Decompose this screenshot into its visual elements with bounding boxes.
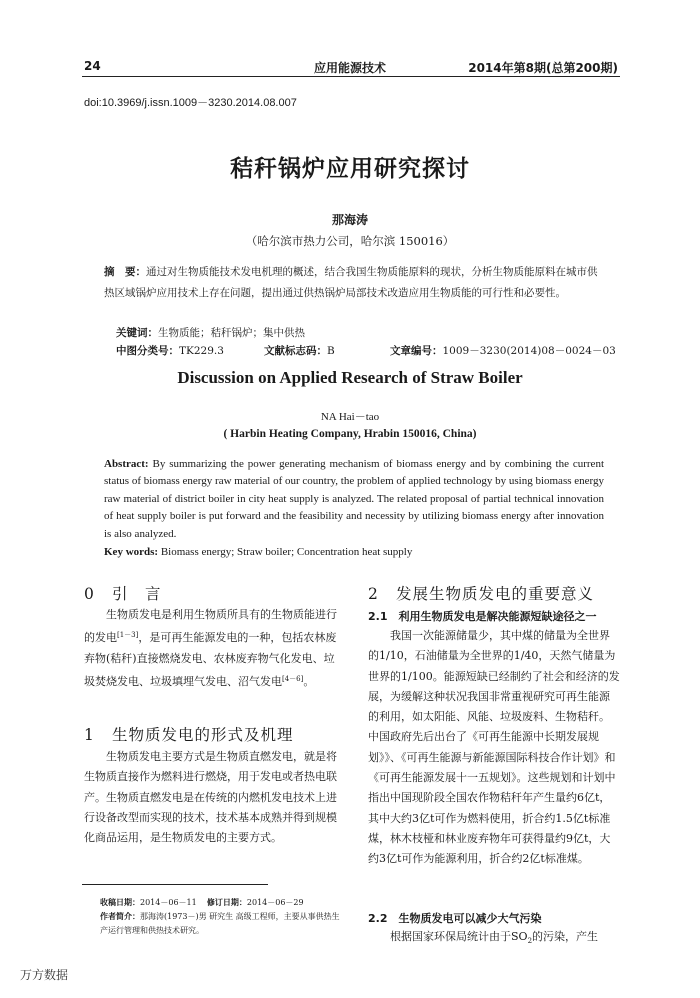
subsection-2-2-paragraph: [368, 927, 620, 951]
keywords-en: [104, 546, 412, 558]
clc-value: TK229.3: [179, 345, 224, 357]
section-0-paragraph: [84, 605, 345, 692]
subsection-2-2-body: [368, 927, 620, 951]
subsection-2-1-heading: 2.1 利用生物质发电是解决能源短缺途径之一: [368, 610, 597, 623]
running-header-issue: 2014年第8期(总第200期): [468, 61, 618, 75]
abstract-en-label: Abstract:: [104, 458, 149, 470]
section-1-body: [84, 747, 345, 848]
abstract-cn: [104, 262, 600, 304]
para-text: ，是可再生能源发电的一种，包括农林废弃物(秸秆)直接燃烧发电、农林废弃物气化发电、垃圾焚烧发电、垃圾填埋气发电、沼气发电: [84, 631, 337, 688]
author-en: NA Hai－tao: [320, 411, 380, 423]
doc-code-label: 文献标志码：: [264, 345, 327, 357]
section-0-body: [84, 605, 345, 692]
section-2-number: 2: [368, 585, 379, 603]
page-number: 24: [84, 59, 101, 73]
revised-label: 修订日期：: [206, 898, 247, 907]
citation-ref[interactable]: [4－6]: [282, 674, 304, 683]
section-0-title: 引 言: [112, 585, 162, 603]
header-rule: [82, 76, 620, 77]
abstract-en: [104, 456, 604, 543]
title-en: Discussion on Applied Research of Straw Boiler: [177, 368, 523, 387]
para-text: 根据国家环保局统计由于SO: [390, 930, 528, 943]
section-1-title: 生物质发电的形式及机理: [112, 726, 294, 744]
footnote: [100, 896, 346, 938]
author-cn: 那海涛: [331, 213, 368, 227]
section-0-number: 0: [84, 585, 95, 603]
footnote-rule: [82, 884, 268, 885]
watermark: 万方数据: [20, 968, 69, 982]
abstract-cn-label: 摘 要：: [104, 266, 146, 278]
section-2-heading: [368, 582, 594, 604]
author-bio-label: 作者简介：: [100, 912, 140, 921]
article-number-value: 1009－3230(2014)08－0024－03: [442, 345, 616, 357]
section-1-paragraph: 生物质发电主要方式是生物质直燃发电，就是将生物质直接作为燃料进行燃烧，用于发电或者热电联产。生物质直燃发电是在传统的内燃机发电技术上进行设备改型而实现的技术，技术基本成熟并得到规模化商品运用，是生物质发电的主要方式。: [84, 750, 337, 845]
keywords-en-label: Key words:: [104, 546, 159, 558]
section-2-title: 发展生物质发电的重要意义: [396, 585, 595, 603]
abstract-en-text: By summarizing the power generating mechanism of biomass energy and by combining the current status of biomass energy raw material of our country, the problem of applied technology by using biomass energy raw material of district boiler in city heat supply is analyzed. The related proposal of partial technical innovation of heat supply boiler is put forward and the feasibility and necessity by utilizing biomass energy after innovation is also analyzed.: [104, 458, 604, 540]
subsection-2-2-heading: 2.2 生物质发电可以减少大气污染: [368, 912, 542, 925]
keywords-cn-text: 生物质能；秸秆锅炉；集中供热: [158, 327, 305, 339]
keywords-cn-label: 关键词：: [116, 327, 158, 339]
classification-row: [116, 343, 616, 358]
running-header-journal: 应用能源技术: [313, 61, 386, 75]
affiliation-en: ( Harbin Heating Company, Hrabin 150016, China): [223, 428, 477, 440]
revised-date: 2014－06－29: [246, 898, 304, 907]
subsection-2-1-paragraph: 我国一次能源储量少，其中煤的储量为全世界的1/10，石油储量为全世界的1/40，天然气储量为世界的1/100。能源短缺已经制约了社会和经济的发展，为缓解这种状况我国非常重视研究可再生能源的利用，如太阳能、风能、垃圾废料、生物秸秆。中国政府先后出台了《可再生能源中长期发展规划》》、《可再生能源与新能源国际科技合作计划》和《可再生能源发展十一五规划》。这些规划和计划中指出中国现阶段全国农作物秸秆年产生量约6亿t，其中大约3亿t可作为燃料使用，折合约1.5亿t标准煤，林木枝桠和林业废弃物年可获得量约9亿t，大约3亿t可作为能源利用，折合约2亿t标准煤。: [368, 629, 620, 866]
para-text: 生物质发电是利用生物质所具有的生物质能进行的发电: [84, 608, 337, 645]
keywords-cn: [116, 325, 305, 340]
subsection-2-1-body: [368, 626, 620, 870]
section-0-heading: [84, 582, 162, 604]
abstract-cn-text: 通过对生物质能技术发电机理的概述，结合我国生物质能原料的现状，分析生物质能原料在城市供热区域锅炉应用技术上存在问题，提出通过供热锅炉局部技术改造应用生物质能的可行性和必要性。: [104, 266, 598, 299]
subscript: 2: [527, 937, 533, 946]
section-1-number: 1: [84, 726, 95, 744]
keywords-en-text: Biomass energy; Straw boiler; Concentration heat supply: [158, 546, 413, 558]
doc-code-value: B: [327, 345, 335, 357]
footnote-author: [100, 910, 346, 938]
title-cn: 秸秆锅炉应用研究探讨: [230, 156, 470, 182]
doi[interactable]: doi:10.3969/j.issn.1009－3230.2014.08.007: [84, 97, 297, 109]
article-number-label: 文章编号：: [390, 345, 443, 357]
footnote-dates: [100, 896, 346, 910]
clc-label: 中图分类号：: [116, 345, 179, 357]
para-text: 。: [303, 674, 315, 688]
affiliation-cn: （哈尔滨市热力公司，哈尔滨 150016）: [245, 234, 455, 248]
section-1-heading: [84, 723, 294, 745]
received-date: 2014－06－11: [140, 898, 197, 907]
author-bio: 那海涛(1973－)男 研究生 高级工程师，主要从事供热生产运行管理和供热技术研究。: [100, 912, 340, 935]
para-text: 的污染，产生: [532, 930, 599, 943]
received-label: 收稿日期：: [100, 898, 140, 907]
citation-ref[interactable]: [1－3]: [117, 631, 139, 640]
